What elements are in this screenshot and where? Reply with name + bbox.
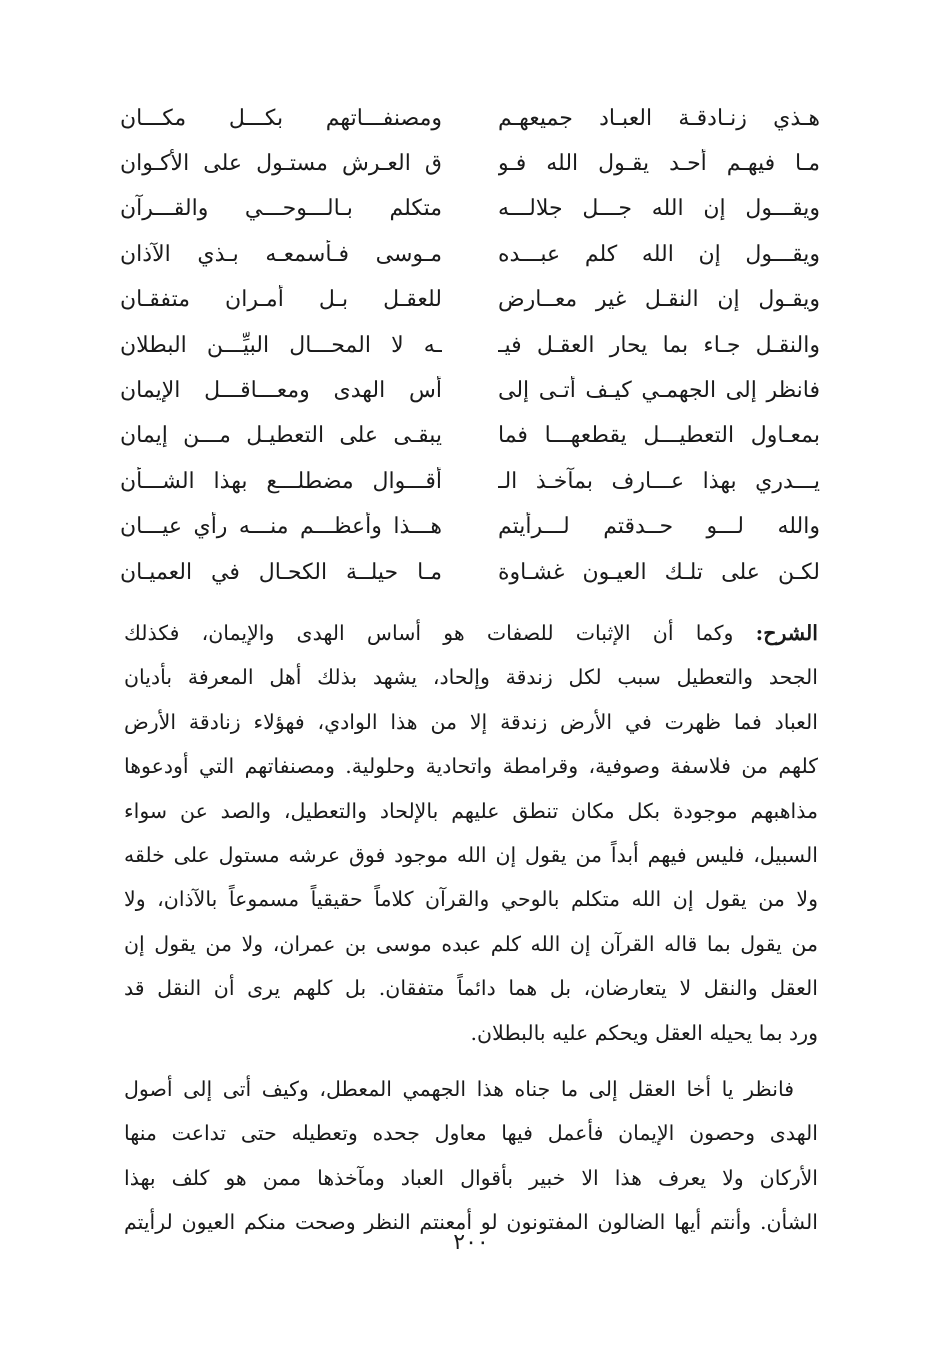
paragraph-line: العباد فما ظهرت في الأرض زندقة إلا من هذا الوادي، فهؤلاء زنادقة الأرض	[124, 709, 818, 734]
paragraph-line: الشأن. وأنتم أيها الضالون المفتونون لو أمعنتم النظر وصحت منكم العيون لرأيتم	[124, 1210, 818, 1235]
poem-verse	[120, 368, 820, 413]
paragraph-line: ولا من يقول إن الله متكلم بالوحي والقرآن كلاماً حقيقياً مسموعاً بالآذان، ولا	[124, 887, 818, 912]
poem-verse	[120, 187, 820, 232]
verse-second-hemistich: هـــذا وأعظـــم منـــه رأي عيـــان	[120, 514, 442, 540]
paragraph-line: كلهم من فلاسفة وصوفية، وقرامطة واتحادية وحلولية. ومصنفاتهم التي أودعوها	[124, 754, 818, 779]
paragraph-line: مذاهبهم موجودة بكل مكان تنطق عليهم بالإلحاد والتعطيل، والصد عن سواء	[124, 798, 818, 823]
verse-first-hemistich: والنقـل جـاء بما يحار العقـل فيـ	[498, 332, 820, 358]
poem-verse	[120, 278, 820, 323]
verse-second-hemistich: متكلم بـالـــوحـــي والقـــرآن	[120, 196, 442, 222]
verse-first-hemistich: لكـن على تلـك العيـون غشـاوة	[498, 559, 820, 585]
verse-first-hemistich: مـا فيهـم أحـد يقـول الله فـو	[498, 151, 820, 177]
commentary-paragraph	[124, 1067, 818, 1245]
line-text: وكما أن الإثبات للصفات هو أساس الهدى والإيمان، فكذلك	[124, 621, 734, 645]
verse-second-hemistich: مـا حيلــة الكحـال في العميـان	[120, 559, 442, 585]
paragraph-line	[124, 611, 818, 655]
page-number: ٢٠٠	[453, 1230, 489, 1255]
verse-second-hemistich: مـوسى فـأسمعـه بـذي الآذان	[120, 241, 442, 267]
verse-first-hemistich: بمعـاول التعطيـــل يقطعهـــا فما	[498, 423, 820, 449]
paragraph-line: الجحد والتعطيل سبب لكل زندقة وإلحاد، يشهد بذلك أهل المعرفة بأديان	[124, 665, 818, 690]
paragraph-line: الأركان ولا يعرف هذا الا خبير بأقوال العباد ومآخذها ممن هو كلف بهذا	[124, 1165, 818, 1190]
paragraph-line: العقل والنقل لا يتعارضان، بل هما دائماً متفقان. بل كلهم يرى أن النقل قد	[124, 976, 818, 1001]
verse-first-hemistich: فانظر إلى الجهمـي كيـف أتـى إلى	[498, 378, 820, 404]
verse-first-hemistich: ويقـول إن النقـل غير معــارض	[498, 287, 820, 313]
poem-verse	[120, 96, 820, 141]
poem-verse	[120, 550, 820, 595]
verse-first-hemistich: والله لـــو حــدقتم لـــرأيتم	[498, 514, 820, 540]
verse-first-hemistich: يـــدري بهذا عـــارف بمآخـذ الـ	[498, 468, 820, 494]
verse-second-hemistich: ق العـرش مستـول على الأكـوان	[120, 151, 442, 177]
verse-second-hemistich: للعقـل بـل أمـران متفقـان	[120, 287, 442, 313]
verse-first-hemistich: ويقـــول إن الله جـــل جلالـــه	[498, 196, 820, 222]
paragraph-line: من يقول بما قاله القرآن إن الله كلم عبده موسى بن عمران، ولا من يقول إن	[124, 931, 818, 956]
verse-second-hemistich: ومصنفـــاتهم بكـــل مكـــان	[120, 105, 442, 131]
commentary-block	[124, 611, 818, 1245]
paragraph-line: فانظر يا أخا العقل إلى ما جناه هذا الجهمي المعطل، وكيف أتى إلى أصول	[124, 1077, 794, 1102]
verse-second-hemistich: أس الهدى ومعـــاقـــل الإيمان	[120, 378, 442, 404]
commentary-paragraph	[124, 611, 818, 1055]
paragraph-line: الهدى وحصون الإيمان فأعمل فيها معاول جحده وتعطيله حتى تداعت منها	[124, 1121, 818, 1146]
verse-second-hemistich: يبقـى على التعطيـل مـــن إيمان	[120, 423, 442, 449]
verse-first-hemistich: هـذي زنـادقـة العبـاد جميعهـم	[498, 105, 820, 131]
poem-verse	[120, 323, 820, 368]
poem-verse	[120, 459, 820, 504]
poem-verse	[120, 414, 820, 459]
verse-first-hemistich: ويقـــول إن الله كلم عبـــده	[498, 241, 820, 267]
verse-second-hemistich: أقـــوال مضطلـــع بهذا الشـــأن	[120, 468, 442, 494]
poem-verse	[120, 505, 820, 550]
paragraph-line: ورد بما يحيله العقل ويحكم عليه بالبطلان.	[470, 1020, 818, 1045]
commentary-label: الشرح:	[755, 621, 818, 645]
poem-verse	[120, 141, 820, 186]
paragraph-line: السبيل، فليس فيهم أبداً من يقول إن الله موجود فوق عرشه مستول على خلقه	[124, 843, 818, 868]
poem-verse	[120, 232, 820, 277]
verse-second-hemistich: ـه لا المحـــال البيِّـــن البطلان	[120, 332, 442, 358]
poem-block	[120, 96, 820, 595]
